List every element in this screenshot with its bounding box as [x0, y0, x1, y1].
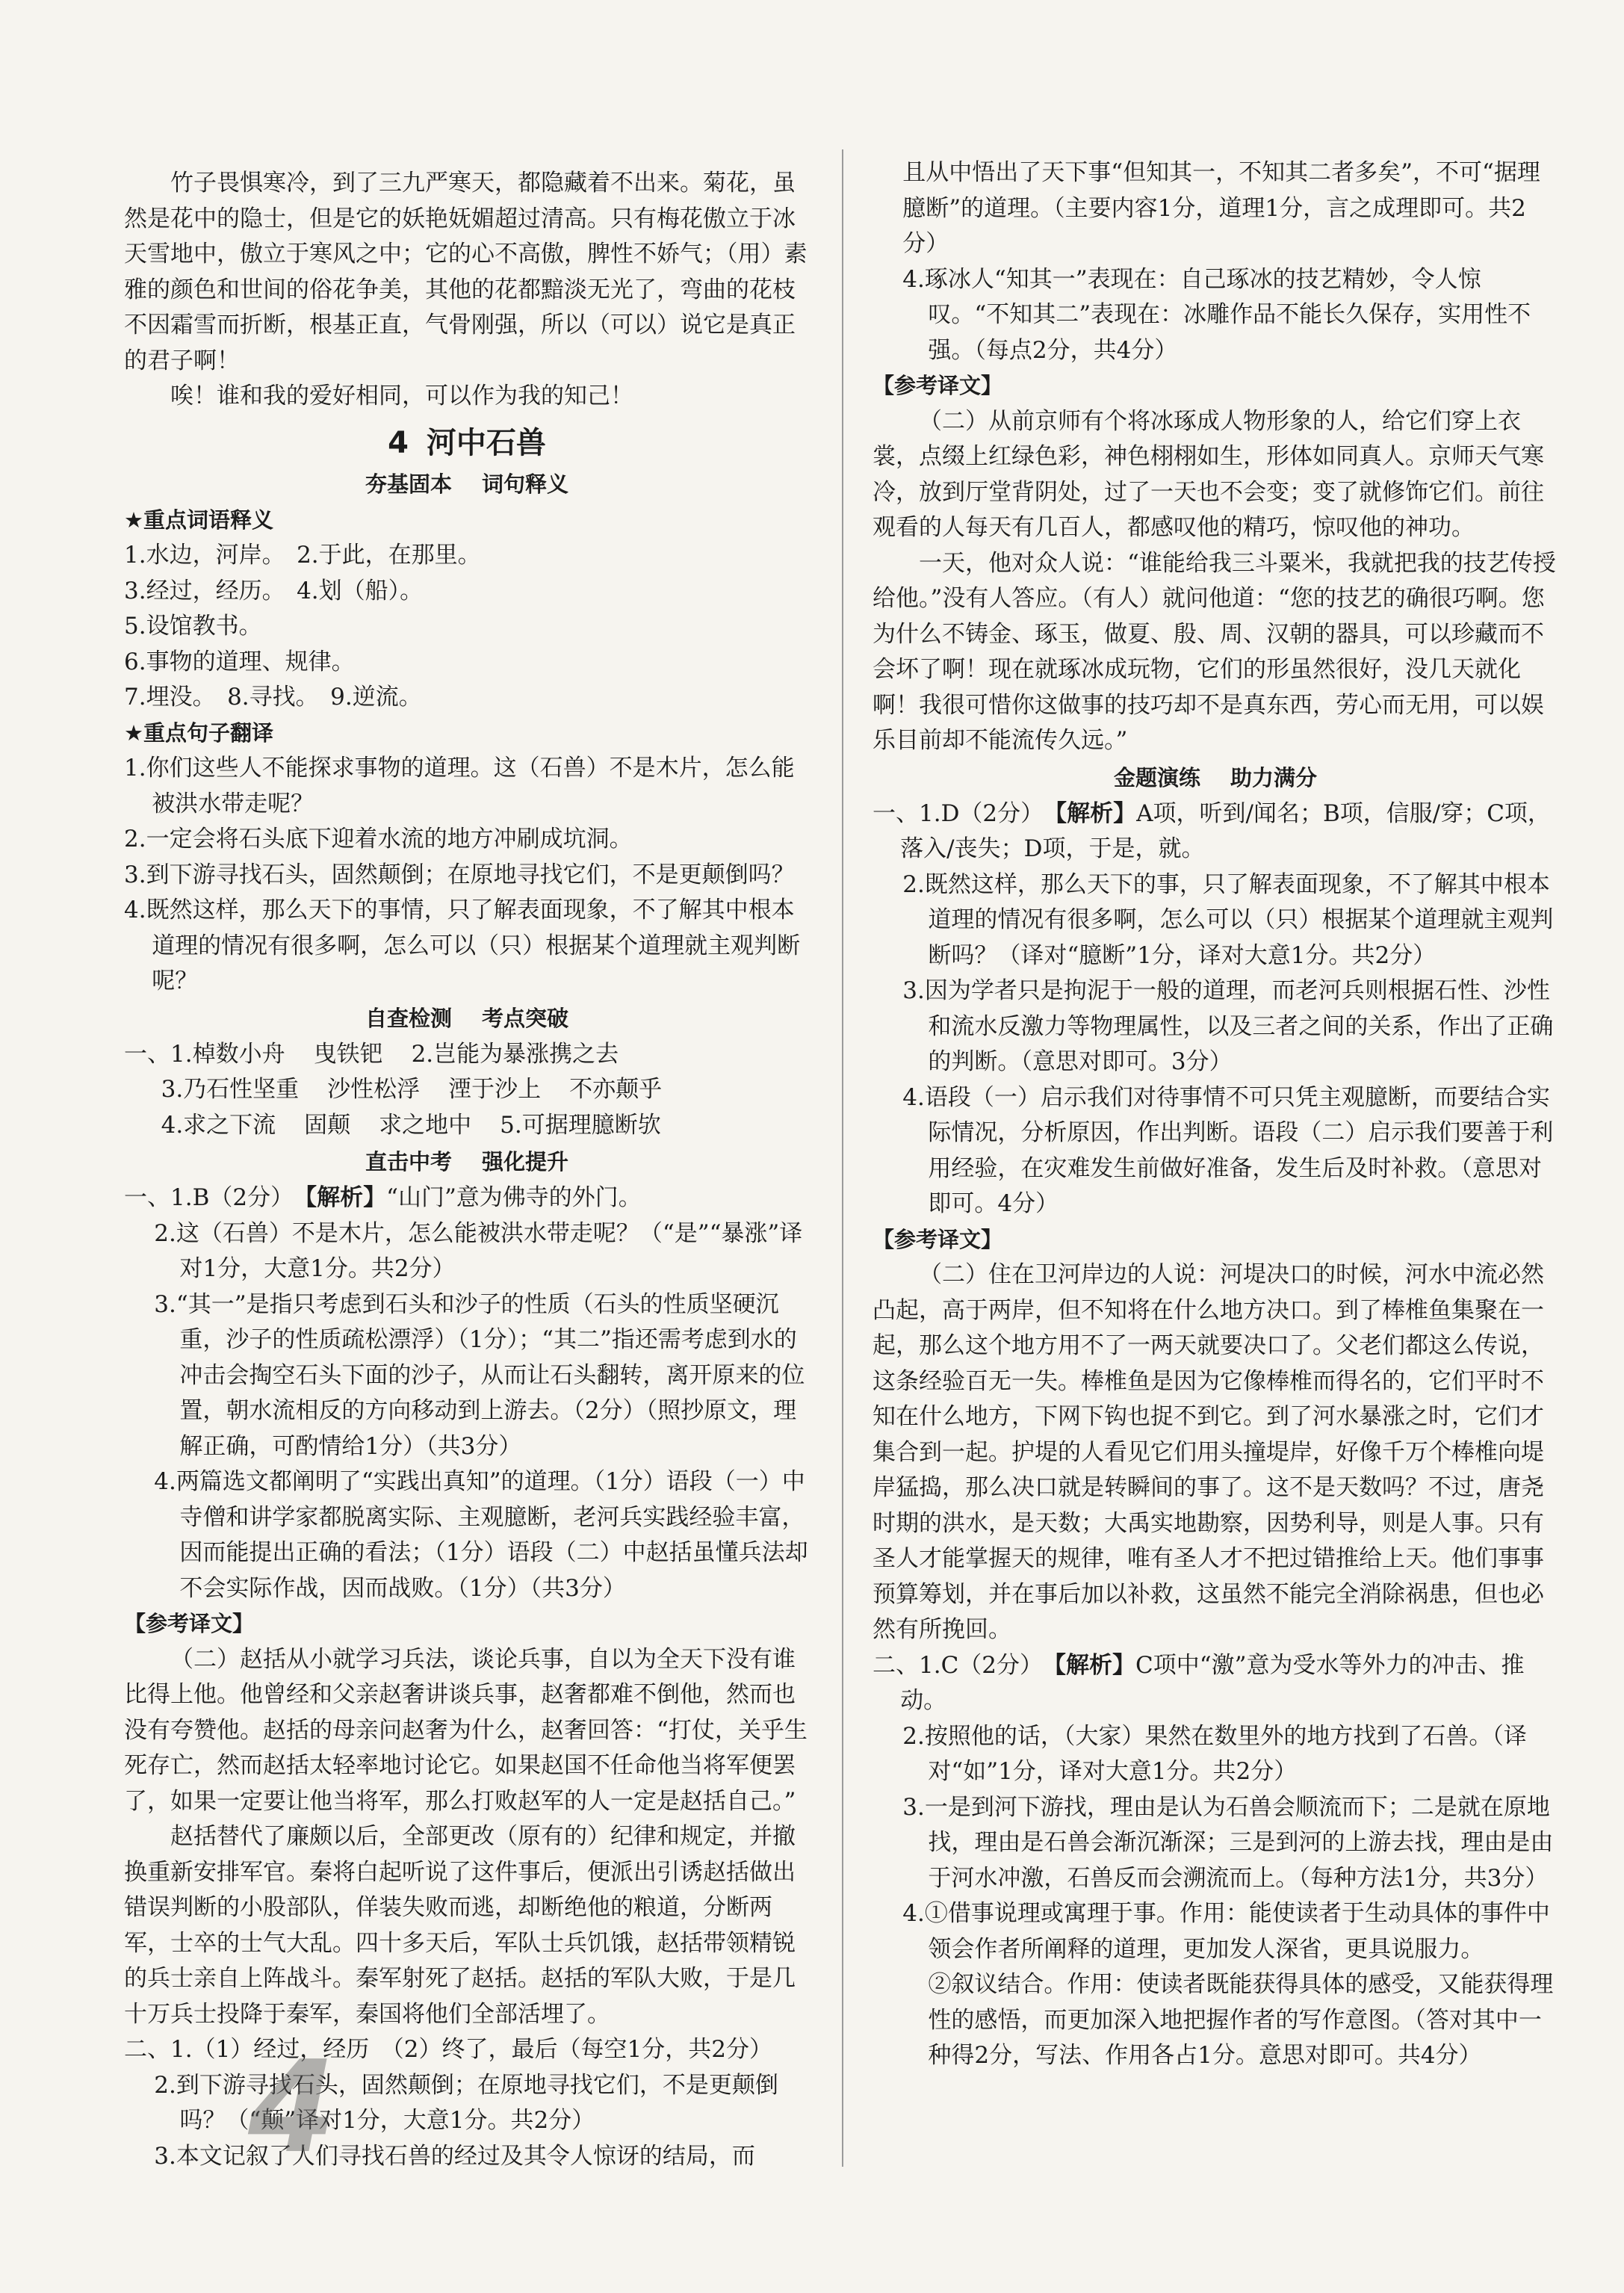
practice-answer: 4.语段（一）启示我们对待事情不可只凭主观臆断，而要结合实际情况，分析原因，作出判断。语段（二）启示我们要善于利用经验，在灾难发生前做好准备，发生后及时补救。（意思对即可。4分） [902, 1083, 1554, 1217]
part2-answer: 2.到下游寻找石头，固然颠倒；在原地寻找它们，不是更颠倒吗？（“颠”译对1分，大意1分。共2分） [154, 2071, 778, 2134]
check-answer: 沙性松浮 [327, 1076, 421, 1103]
continued-answer: 且从中悟出了天下事“但知其一，不知其二者多矣”，不可“据理臆断”的道理。（主要内容1分，道理1分，言之成理即可。共2分） [902, 159, 1540, 257]
section-heading-a: 夯基固本 [365, 471, 452, 497]
key-word-line: 6.事物的道理、规律。 [124, 648, 355, 675]
part2-answer: ②叙议结合。作用：使读者既能获得具体的感受，又能获得理性的感悟，而更加深入地把握作者的写作意图。（答对其中一种得2分，写法、作用各占1分。意思对即可。共4分） [928, 1971, 1554, 2069]
exam-answer-1 [124, 1180, 810, 1216]
section-heading-practice [873, 759, 1558, 796]
key-sentence: 3.到下游寻找石头，固然颠倒；在原地寻找它们，不是更颠倒吗？ [124, 861, 795, 888]
answer-number: 一、1.B（2分） [124, 1184, 306, 1211]
part2-answer: 2.按照他的话，（大家）果然在数里外的地方找到了石兽。（译对“如”1分，译对大意1分。共2分） [902, 1722, 1527, 1785]
column-divider [842, 149, 843, 2167]
section-heading-b: 词句释义 [482, 471, 569, 497]
check-answer: 湮于沙上 [448, 1076, 542, 1103]
check-answer: 曳铁钯 [313, 1040, 383, 1068]
section-heading-a: 金题演练 [1113, 764, 1200, 790]
key-sentences-heading: ★重点句子翻译 [124, 720, 273, 746]
reference-translation-para: 赵括替代了廉颇以后，全部更改（原有的）纪律和规定，并撤换重新安排军官。秦将白起听说了这件事后，便派出引诱赵括做出错误判断的小股部队，佯装失败而逃，却断绝他的粮道，分断两军，士卒的士气大乱。四十多天后，军队士兵饥饿，赵括带领精锐的兵士亲自上阵战斗。秦军射死了赵括。赵括的军队大败，于是几十万兵士投降于秦军，秦国将他们全部活埋了。 [124, 1823, 796, 2028]
check-answer: 一、1.棹数小舟 [124, 1040, 285, 1068]
key-word-line: 5.设馆教书。 [124, 613, 262, 640]
answer-number: 一、1.D（2分） [873, 799, 1056, 827]
check-answer: 不亦颠乎 [569, 1076, 663, 1103]
check-answer-line [124, 1108, 810, 1144]
page-number-watermark: 4 [248, 2034, 337, 2182]
prev-passage-ending: 唉！谁和我的爱好相同，可以作为我的知己！ [170, 383, 633, 409]
lesson-title-text: 河中石兽 [426, 425, 546, 460]
analysis-label: 【解析】 [1055, 799, 1137, 827]
section-heading-a: 自查检测 [365, 1005, 452, 1031]
check-answer: 5.可据理臆断欤 [500, 1111, 661, 1139]
analysis-text: A项，听到/闻名；B项，信服/穿；C项，落入/丧失；D项，于是，就。 [900, 799, 1551, 862]
reference-translation-para: （二）从前京师有个将冰琢成人物形象的人，给它们穿上衣裳，点缀上红绿色彩，神色栩栩如生，形体如同真人。京师天气寒冷，放到厅堂背阴处，过了一天也不会变；变了就修饰它们。前往观看的人每天有几百人，都感叹他的精巧，惊叹他的神功。 [873, 407, 1544, 541]
practice-answer: 3.因为学者只是拘泥于一般的道理，而老河兵则根据石性、沙性和流水反激力等物理属性，以及三者之间的关系，作出了正确的判断。（意思对即可。3分） [902, 977, 1554, 1075]
prev-passage-translation: 竹子畏惧寒冷，到了三九严寒天，都隐藏着不出来。菊花，虽然是花中的隐士，但是它的妖艳妩媚超过清高。只有梅花傲立于冰天雪地中，傲立于寒风之中；它的心不高傲，脾性不娇气；（用）素雅的颜色和世间的俗花争美，其他的花都黯淡无光了，弯曲的花枝不因霜雪而折断，根基正直，气骨刚强，所以（可以）说它是真正的君子啊！ [124, 170, 808, 374]
key-sentence: 4.既然这样，那么天下的事情，只了解表面现象，不了解其中根本道理的情况有很多啊，怎么可以（只）根据某个道理就主观判断呢？ [124, 897, 801, 994]
check-answer-line [124, 1072, 810, 1108]
check-answer: 2.岂能为暴涨携之去 [411, 1040, 619, 1068]
key-word-line: 3.经过，经历。 4.划（船）。 [124, 577, 424, 604]
reference-translation-para: （二）住在卫河岸边的人说：河堤决口的时候，河水中流必然凸起，高于两岸，但不知将在什么地方决口。到了棒椎鱼集聚在一起，那么这个地方用不了一两天就要决口了。父老们都这么传说，这条经验百无一失。棒椎鱼是因为它像棒椎而得名的，它们平时不知在什么地方，下网下钩也捉不到它。到了河水暴涨之时，它们才集合到一起。护堤的人看见它们用头撞堤岸，好像千万个棒椎向堤岸猛捣，那么决口就是转瞬间的事了。这不是天数吗？不过，唐尧时期的洪水，是天数；大禹实地勘察，因势利导，则是人事。只有圣人才能掌握天的规律，唯有圣人才不把过错推给上天。他们事事预算筹划，并在事后加以补救，这虽然不能完全消除祸患，但也必然有所挽回。 [873, 1261, 1544, 1643]
section-heading-b: 助力满分 [1230, 764, 1318, 790]
practice-answer: 2.既然这样，那么天下的事，只了解表面现象，不了解其中根本道理的情况有很多啊，怎么可以（只）根据某个道理就主观判断吗？（译对“臆断”1分，译对大意1分。共2分） [902, 870, 1554, 969]
part2-answer: 4.①借事说理或寓理于事。作用：能使读者于生动具体的事件中领会作者所阐释的道理，更加发人深省，更具说服力。 [902, 1900, 1550, 1963]
section-heading-exam [124, 1143, 810, 1180]
answer-4: 4.琢冰人“知其一”表现在：自己琢冰的技艺精妙，令人惊叹。“不知其二”表现在：冰雕作品不能长久保存，实用性不强。（每点2分，共4分） [902, 265, 1531, 364]
key-word-line: 7.埋没。 8.寻找。 9.逆流。 [124, 684, 422, 711]
part2-answer-1: 二、1.（1）经过，经历 （2）终了，最后（每空1分，共2分） [124, 2036, 772, 2063]
section-heading-foundation [124, 465, 810, 503]
part2-answer-1 [873, 1648, 1558, 1719]
analysis-text: “山门”意为佛寺的外门。 [386, 1184, 642, 1211]
lesson-number: 4 [388, 425, 409, 460]
exam-answer: 4.两篇选文都阐明了“实践出真知”的道理。（1分）语段（一）中寺僧和讲学家都脱离实际、主观臆断，老河兵实践经验丰富，因而能提出正确的看法；（1分）语段（二）中赵括虽懂兵法却不会实际作战，因而战败。（1分）（共3分） [154, 1468, 808, 1602]
check-answer: 固颠 [304, 1111, 351, 1139]
part2-answer: 3.一是到河下游找，理由是认为石兽会顺流而下；二是就在原地找，理由是石兽会渐沉渐深；三是到河的上游去找，理由是由于河水冲激，石兽反而会溯流而上。（每种方法1分，共3分） [902, 1793, 1554, 1892]
analysis-label: 【解析】 [1054, 1651, 1136, 1679]
reference-translation-para: （二）赵括从小就学习兵法，谈论兵事，自以为全天下没有谁比得上他。他曾经和父亲赵奢讲谈兵事，赵奢都难不倒他，然而也没有夸赞他。赵括的母亲问赵奢为什么，赵奢回答：“打仗，关乎生死存亡，然而赵括太轻率地讨论它。如果赵国不任命他当将军便罢了，如果一定要让他当将军，那么打败赵军的人一定是赵括自己。” [124, 1645, 808, 1815]
answer-number: 二、1.C（2分） [873, 1651, 1055, 1679]
reference-translation-heading: 【参考译文】 [873, 373, 1003, 398]
left-column [124, 166, 810, 2182]
part2-answer: 3.本文记叙了人们寻找石兽的经过及其令人惊讶的结局，而 [154, 2142, 755, 2170]
key-words-heading: ★重点词语释义 [124, 507, 273, 533]
reference-translation-heading: 【参考译文】 [873, 1226, 1003, 1252]
exam-answer: 3.“其一”是指只考虑到石头和沙子的性质（石头的性质坚硬沉重，沙子的性质疏松漂浮）（1分）；“其二”指还需考虑到水的冲击会掏空石头下面的沙子，从而让石头翻转，离开原来的位置，朝水流相反的方向移动到上游去。（2分）（照抄原文，理解正确，可酌情给1分）（共3分） [154, 1290, 805, 1460]
check-answer: 求之地中 [379, 1111, 472, 1139]
check-answer: 3.乃石性坚重 [161, 1076, 300, 1103]
key-sentence: 1.你们这些人不能探求事物的道理。这（石兽）不是木片，怎么能被洪水带走呢？ [124, 755, 795, 817]
key-sentence: 2.一定会将石头底下迎着水流的地方冲刷成坑洞。 [124, 826, 633, 852]
section-heading-a: 直击中考 [365, 1149, 452, 1175]
lesson-title [124, 421, 810, 465]
section-heading-b: 考点突破 [482, 1005, 569, 1031]
key-word-line: 1.水边，河岸。 2.于此，在那里。 [124, 542, 481, 569]
analysis-label: 【解析】 [305, 1184, 387, 1211]
practice-answer-1 [873, 796, 1558, 867]
analysis-text: C项中“激”意为受水等外力的冲击、推动。 [900, 1651, 1525, 1714]
reference-translation-heading: 【参考译文】 [124, 1611, 255, 1636]
right-column [873, 155, 1558, 2074]
exam-answer: 2.这（石兽）不是木片，怎么能被洪水带走呢？（“是”“暴涨”译对1分，大意1分。共2分） [154, 1219, 803, 1282]
reference-translation-para: 一天，他对众人说：“谁能给我三斗粟米，我就把我的技艺传授给他。”没有人答应。（有人）就问他道：“您的技艺的确很巧啊。您为什么不铸金、琢玉，做夏、殷、周、汉朝的器具，可以珍藏而不会坏了啊！现在就琢冰成玩物，它们的形虽然很好，没几天就化啊！我很可惜你这做事的技巧却不是真东西，劳心而无用，可以娱乐目前却不能流传久远。” [873, 549, 1556, 754]
check-answer-line [124, 1037, 810, 1073]
section-heading-self-check [124, 1000, 810, 1037]
section-heading-b: 强化提升 [482, 1149, 569, 1175]
check-answer: 4.求之下流 [161, 1111, 276, 1139]
